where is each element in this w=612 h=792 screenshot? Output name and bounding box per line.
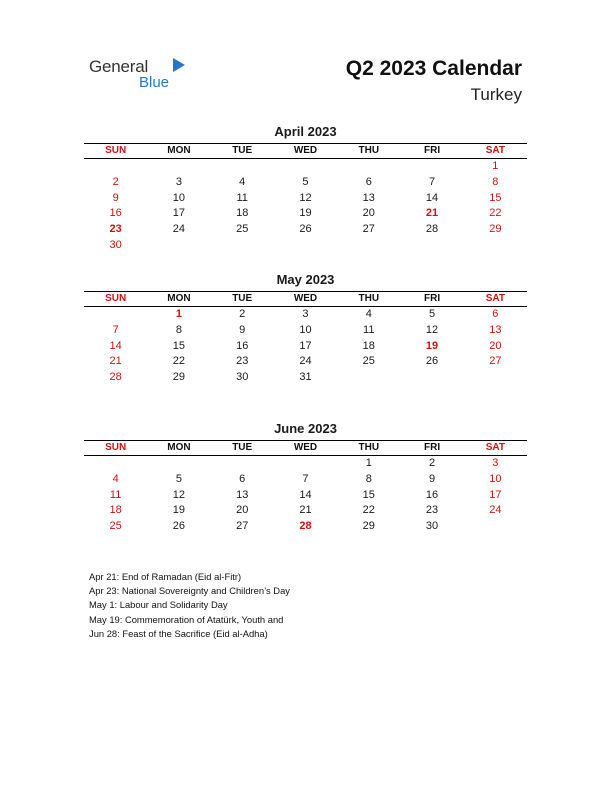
day-cell: 20 (489, 339, 502, 352)
holiday-note: May 1: Labour and Solidarity Day (89, 599, 228, 611)
day-cell: 6 (365, 175, 372, 188)
day-cell: 2 (428, 457, 436, 469)
week-row (84, 323, 527, 339)
day-cell: 8 (365, 472, 372, 485)
day-cell: 5 (428, 308, 436, 320)
weekday-header: FRI (400, 144, 463, 159)
weekday-header: THU (337, 144, 400, 159)
day-cell: 26 (172, 520, 186, 533)
empty-day-cell (464, 238, 527, 254)
weekday-header: WED (274, 292, 337, 307)
empty-day-cell (464, 370, 527, 386)
month-may (84, 272, 527, 386)
week-row (84, 191, 527, 207)
weekday-header: SUN (84, 292, 147, 307)
weekday-header: WED (274, 144, 337, 159)
day-cell: 18 (362, 339, 375, 352)
weekday-header: SUN (84, 441, 147, 456)
day-cell: 2 (112, 175, 119, 188)
empty-day-cell (211, 456, 274, 472)
weekday-header: TUE (211, 441, 274, 456)
day-cell: 7 (302, 472, 309, 485)
empty-day-cell (464, 519, 527, 535)
week-row (84, 307, 527, 323)
day-cell: 26 (299, 223, 312, 236)
month-april (84, 124, 527, 254)
day-cell: 18 (236, 207, 249, 220)
day-cell: 29 (362, 520, 375, 533)
day-cell: 9 (428, 472, 436, 485)
month-title: April 2023 (274, 124, 337, 139)
empty-day-cell (400, 159, 463, 175)
day-cell: 23 (109, 223, 122, 236)
day-cell: 21 (299, 504, 312, 517)
weekday-header: THU (337, 292, 400, 307)
day-cell: 19 (299, 207, 312, 220)
day-cell: 25 (362, 355, 375, 368)
weekday-header: SAT (464, 292, 527, 307)
week-row (84, 354, 527, 370)
holiday-notes (89, 570, 290, 641)
day-cell: 6 (239, 472, 246, 485)
day-cell: 9 (239, 323, 246, 336)
month-title: June 2023 (274, 421, 337, 436)
month-title: May 2023 (276, 272, 335, 287)
week-row (84, 206, 527, 222)
day-cell: 16 (236, 339, 249, 352)
day-cell: 13 (489, 323, 502, 336)
day-cell: 4 (112, 472, 119, 485)
weekday-header-row (84, 292, 527, 307)
day-cell: 11 (109, 488, 122, 501)
day-cell: 12 (425, 323, 439, 336)
weekday-header: MON (147, 292, 210, 307)
day-cell: 29 (489, 223, 502, 236)
day-cell: 9 (112, 191, 119, 204)
day-cell: 29 (172, 371, 186, 384)
day-cell: 31 (299, 371, 312, 384)
day-cell: 15 (172, 339, 186, 352)
day-cell: 5 (175, 472, 182, 485)
weekday-header: MON (147, 441, 210, 456)
weekday-header: TUE (211, 144, 274, 159)
weekday-header-row (84, 144, 527, 159)
month-grid (84, 291, 527, 386)
weekday-header: SAT (464, 144, 527, 159)
page-title: Q2 2023 Calendar (345, 57, 522, 80)
day-cell: 7 (428, 175, 436, 188)
day-cell: 14 (425, 191, 439, 204)
day-cell: 17 (489, 488, 502, 501)
month-june (84, 421, 527, 535)
day-cell: 21 (425, 207, 439, 220)
day-cell: 6 (492, 308, 499, 320)
day-cell: 30 (109, 238, 122, 251)
day-cell: 19 (172, 504, 186, 517)
day-cell: 13 (362, 191, 375, 204)
day-cell: 10 (172, 191, 186, 204)
empty-day-cell (337, 238, 400, 254)
day-cell: 23 (425, 504, 439, 517)
weekday-header: MON (147, 144, 210, 159)
day-cell: 25 (109, 520, 122, 533)
weekday-header-row (84, 441, 527, 456)
day-cell: 10 (489, 472, 502, 485)
day-cell: 12 (172, 488, 186, 501)
day-cell: 22 (362, 504, 375, 517)
day-cell: 28 (299, 520, 312, 533)
empty-day-cell (84, 307, 147, 323)
empty-day-cell (337, 159, 400, 175)
country-name: Turkey (470, 85, 522, 104)
day-cell: 15 (362, 488, 375, 501)
day-cell: 3 (175, 175, 182, 188)
week-row (84, 472, 527, 488)
day-cell: 11 (236, 191, 248, 204)
day-cell: 8 (175, 323, 182, 336)
day-cell: 14 (109, 339, 122, 352)
empty-day-cell (400, 370, 463, 386)
day-cell: 13 (236, 488, 249, 501)
empty-day-cell (400, 238, 463, 254)
week-row (84, 222, 527, 238)
empty-day-cell (337, 370, 400, 386)
day-cell: 24 (172, 223, 186, 236)
day-cell: 3 (302, 308, 309, 320)
empty-day-cell (147, 456, 210, 472)
week-row (84, 159, 527, 175)
empty-day-cell (147, 159, 210, 175)
day-cell: 26 (425, 355, 439, 368)
day-cell: 2 (239, 308, 246, 320)
month-body (84, 307, 527, 386)
empty-day-cell (274, 456, 337, 472)
week-row (84, 339, 527, 355)
day-cell: 14 (299, 488, 312, 501)
day-cell: 1 (175, 308, 182, 320)
day-cell: 25 (236, 223, 249, 236)
day-cell: 15 (489, 191, 502, 204)
day-cell: 28 (425, 223, 439, 236)
weekday-header: SAT (464, 441, 527, 456)
week-row (84, 238, 527, 254)
day-cell: 17 (299, 339, 312, 352)
day-cell: 8 (492, 175, 499, 188)
day-cell: 27 (236, 520, 249, 533)
month-grid (84, 440, 527, 535)
empty-day-cell (211, 159, 274, 175)
week-row (84, 519, 527, 535)
day-cell: 27 (362, 223, 375, 236)
empty-day-cell (274, 159, 337, 175)
day-cell: 4 (365, 308, 372, 320)
month-grid (84, 143, 527, 254)
day-cell: 20 (362, 207, 375, 220)
day-cell: 1 (492, 160, 499, 172)
empty-day-cell (274, 238, 337, 254)
month-body (84, 159, 527, 254)
day-cell: 30 (425, 520, 439, 533)
logo-text-general: General (89, 57, 149, 76)
empty-day-cell (84, 456, 147, 472)
day-cell: 19 (425, 339, 439, 352)
holiday-note: Apr 23: National Sovereignty and Children’s Day (89, 585, 290, 597)
day-cell: 20 (236, 504, 249, 517)
day-cell: 27 (489, 355, 502, 368)
day-cell: 28 (109, 371, 122, 384)
day-cell: 5 (302, 175, 309, 188)
day-cell: 21 (109, 355, 122, 368)
holiday-note: Jun 28: Feast of the Sacrifice (Eid al-Adha) (89, 627, 268, 639)
day-cell: 18 (109, 504, 122, 517)
weekday-header: THU (337, 441, 400, 456)
day-cell: 22 (172, 355, 186, 368)
weekday-header: FRI (400, 292, 463, 307)
week-row (84, 175, 527, 191)
week-row (84, 370, 527, 386)
day-cell: 24 (489, 504, 502, 517)
weekday-header: TUE (211, 292, 274, 307)
day-cell: 4 (239, 175, 246, 188)
week-row (84, 503, 527, 519)
holiday-note: May 19: Commemoration of Atatürk, Youth and (89, 613, 284, 625)
day-cell: 23 (236, 355, 249, 368)
day-cell: 10 (299, 323, 312, 336)
logo-flag-icon (173, 58, 185, 72)
day-cell: 22 (489, 207, 502, 220)
weekday-header: SUN (84, 144, 147, 159)
day-cell: 30 (236, 371, 249, 384)
day-cell: 17 (172, 207, 186, 220)
day-cell: 16 (109, 207, 122, 220)
logo-text-blue: Blue (139, 74, 170, 91)
logo (89, 55, 189, 95)
weekday-header: WED (274, 441, 337, 456)
week-row (84, 488, 527, 504)
holiday-note: Apr 21: End of Ramadan (Eid al-Fitr) (89, 571, 242, 582)
day-cell: 11 (363, 323, 375, 336)
weekday-header: FRI (400, 441, 463, 456)
day-cell: 1 (365, 457, 372, 469)
empty-day-cell (211, 238, 274, 254)
week-row (84, 456, 527, 472)
month-body (84, 456, 527, 535)
day-cell: 3 (492, 457, 499, 469)
day-cell: 24 (299, 355, 312, 368)
day-cell: 7 (112, 323, 119, 336)
empty-day-cell (84, 159, 147, 175)
day-cell: 16 (425, 488, 439, 501)
empty-day-cell (147, 238, 210, 254)
day-cell: 12 (299, 191, 312, 204)
